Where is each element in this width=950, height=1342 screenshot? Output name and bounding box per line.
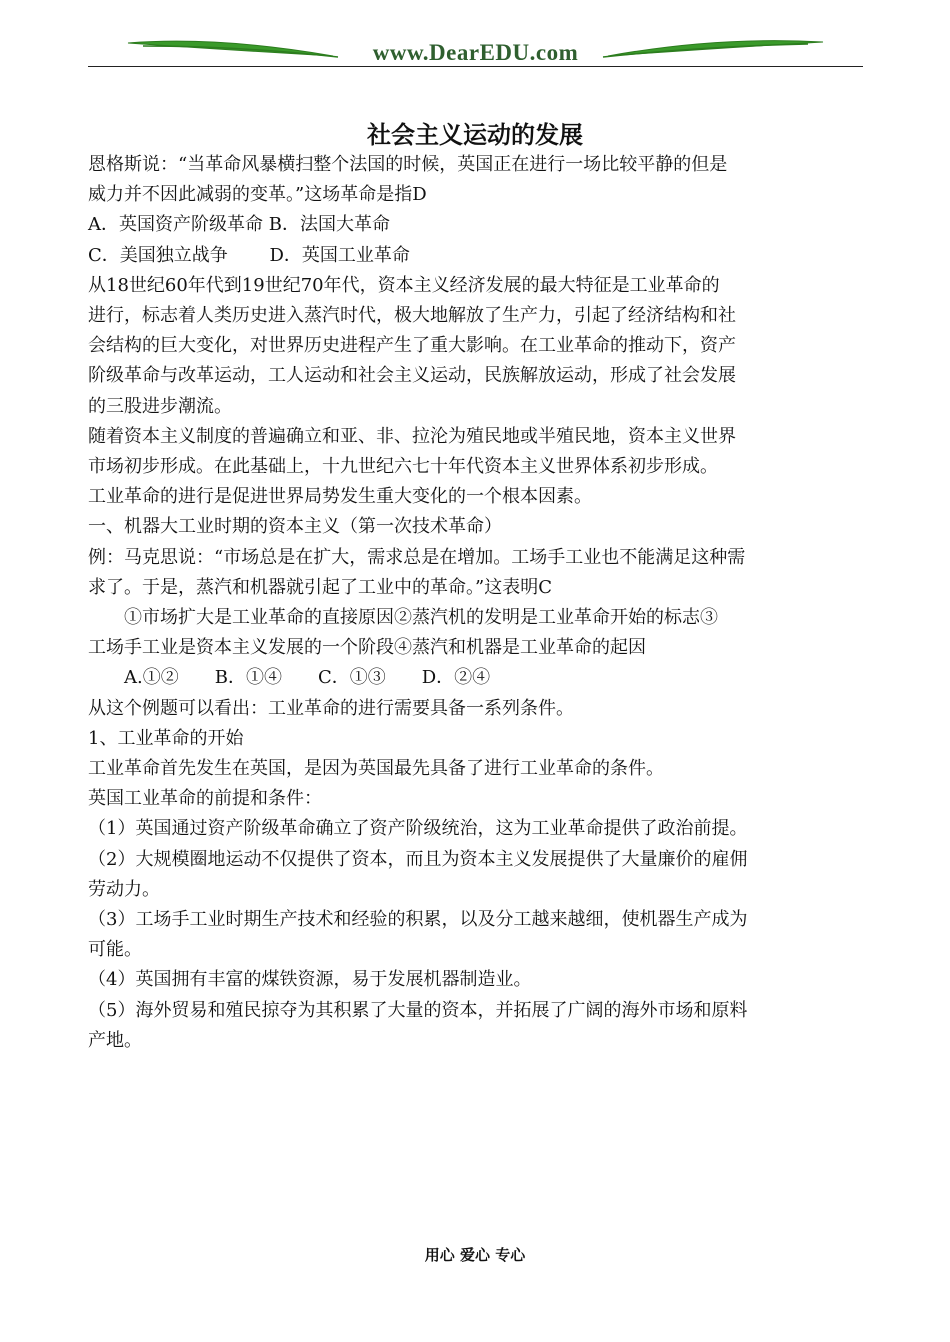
text-line: 从这个例题可以看出：工业革命的进行需要具备一系列条件。: [88, 697, 574, 719]
text-line: （5）海外贸易和殖民掠夺为其积累了大量的资本，并拓展了广阔的海外市场和原料: [88, 999, 748, 1021]
text-line: 可能。: [88, 939, 142, 961]
text-line: C．美国独立战争 D．英国工业革命: [88, 244, 410, 266]
text-line: （1）英国通过资产阶级革命确立了资产阶级统治，这为工业革命提供了政治前提。: [88, 818, 748, 840]
document-body: [88, 150, 868, 1056]
text-line: （3）工场手工业时期生产技术和经验的积累，以及分工越来越细，使机器生产成为: [88, 909, 748, 931]
text-line: 求了。于是，蒸汽和机器就引起了工业中的革命。”这表明C: [88, 576, 552, 598]
text-line: （2）大规模圈地运动不仅提供了资本，而且为资本主义发展提供了大量廉价的雇佣: [88, 848, 748, 870]
text-line: 工场手工业是资本主义发展的一个阶段④蒸汽和机器是工业革命的起因: [88, 637, 646, 659]
text-line: 的三股进步潮流。: [88, 395, 232, 417]
text-line: 进行，标志着人类历史进入蒸汽时代，极大地解放了生产力，引起了经济结构和社: [88, 305, 736, 327]
text-line: （4）英国拥有丰富的煤铁资源，易于发展机器制造业。: [88, 969, 532, 991]
page-header: [88, 30, 863, 70]
header-divider: [88, 66, 863, 67]
text-line: 产地。: [88, 1029, 142, 1051]
subsection-heading: 1、工业革命的开始: [88, 727, 244, 749]
text-line: 工业革命首先发生在英国，是因为英国最先具备了进行工业革命的条件。: [88, 758, 664, 780]
page-footer: 用心 爱心 专心: [424, 1246, 526, 1264]
text-line: 随着资本主义制度的普遍确立和亚、非、拉沦为殖民地或半殖民地，资本主义世界: [88, 425, 736, 447]
text-line: 市场初步形成。在此基础上，十九世纪六七十年代资本主义世界体系初步形成。: [88, 456, 718, 478]
text-line: ①市场扩大是工业革命的直接原因②蒸汽机的发明是工业革命开始的标志③: [88, 607, 718, 629]
text-line: 例：马克思说：“市场总是在扩大，需求总是在增加。工场手工业也不能满足这种需: [88, 546, 746, 568]
section-heading: 一、机器大工业时期的资本主义（第一次技术革命）: [88, 516, 502, 538]
text-line: 英国工业革命的前提和条件：: [88, 788, 322, 810]
text-line: 劳动力。: [88, 878, 160, 900]
text-line: 威力并不因此减弱的变革。”这场革命是指D: [88, 184, 427, 206]
text-line: 会结构的巨大变化，对世界历史进程产生了重大影响。在工业革命的推动下，资产: [88, 335, 736, 357]
text-line: 从18世纪60年代到19世纪70年代，资本主义经济发展的最大特征是工业革命的: [88, 274, 720, 296]
text-line: 工业革命的进行是促进世界局势发生重大变化的一个根本因素。: [88, 486, 592, 508]
page-title: 社会主义运动的发展: [367, 121, 583, 149]
text-line: 阶级革命与改革运动，工人运动和社会主义运动，民族解放运动，形成了社会发展: [88, 365, 736, 387]
text-line: A.①② B．①④ C．①③ D．②④: [88, 667, 491, 689]
text-line: 恩格斯说：“当革命风暴横扫整个法国的时候，英国正在进行一场比较平静的但是: [88, 154, 728, 175]
text-line: A．英国资产阶级革命 B．法国大革命: [88, 214, 390, 236]
site-logo: www.DearEDU.com: [372, 40, 579, 65]
